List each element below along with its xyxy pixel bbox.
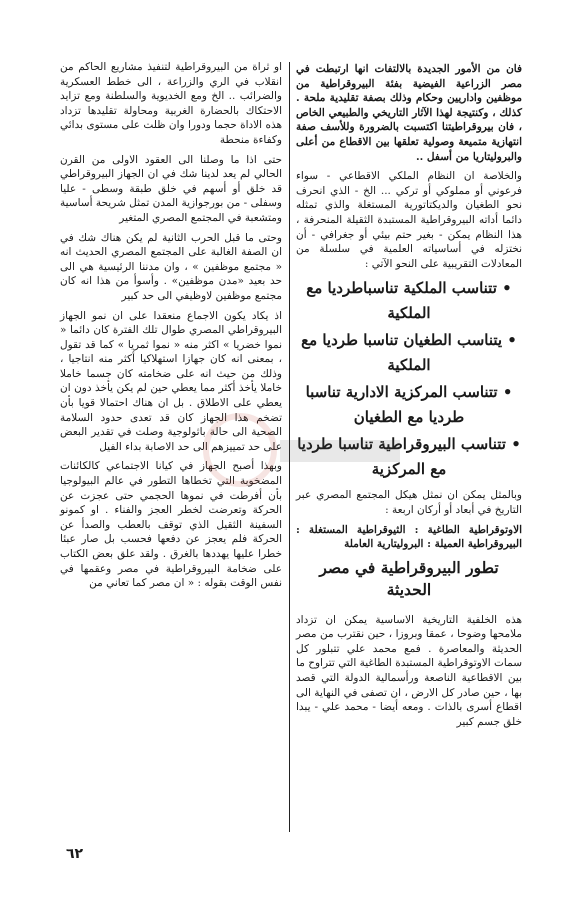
- equation-item: • تتناسب البيروقراطية تناسبا طرديا مع المركزية: [296, 432, 522, 482]
- left-column: [60, 60, 282, 596]
- paragraph: والخلاصة ان النظام الملكي الاقطاعي - سواء فرعوني أو مملوكي أو تركي ... الخ - الذي انحرف نحو الطغيان والديكتاتورية المستغلة والذي تمثله دائما أداته البيروقراطية المستبدة الثقيلة المنحرفة ، هذا النظام يمكن - بغير حتم بيئي أو جغرافي - أن نختزله في أساسياته العلمية في سلسلة من المعادلات التقريبية على النحو الآتي :: [296, 170, 522, 270]
- equation-item: • تتناسب الملكية تناسباطرديا مع الملكية: [296, 276, 522, 326]
- page-number: ٦٢: [66, 846, 84, 862]
- paragraph: وحتى ما قبل الحرب الثانية لم يكن هناك شك في ان الصفة الغالبة على المجتمع المصري الحديث انه « مجتمع موظفين » ، وان مدننا الرئيسية هي الى حد بعيد «مدن موظفين» . وأسوأ من هذا انه كان مجتمع موظفين لاوظيفي الى حد كبير: [60, 231, 282, 302]
- paragraph: هذه الخلفية التاريخية الاساسية يمكن ان تزداد ملامحها وضوحا ، عمقا وبروزا ، حين نقترب من مصر الحديثة والمعاصرة . فمع محمد علي تتبلور كل سمات الاوتوقراطية المستبدة الطاغية التي تتراوح ما بين الاقطاعية الناصعة ورأسمالية الدولة التي قصد بها ، حين صادر كل الارض ، ان تصفى في النهاية الى اقطاع أسرى بالذات . ومعه أيضا - محمد علي - يبدا خلق جسم كبير: [296, 613, 522, 728]
- paragraph: فان من الأمور الجديدة بالالتفات انها ارتبطت في مصر الزراعية الفيضية بفئة البيروقراطية من موظفين واداريين وحكام وذلك بصفة تقليدية ملحة . كذلك ، وكنتيجة لهذا الآثار التاريخي والطبيعي الخاص ، فان بيروقراطيتنا اكتسبت بالضرورة وللأسف صفة انتهازية متميعة وصولية تعلقها بين الاقطاع من أعلى والبروليتاريا من أسفل ..: [296, 63, 522, 163]
- column-divider: [289, 62, 290, 832]
- paragraph: وبالمثل يمكن ان نمثل هيكل المجتمع المصري عبر التاريخ في أبعاد أو أركان اربعة :: [296, 489, 522, 516]
- equation-item: • يتناسب الطغيان تناسبا طرديا مع الملكية: [296, 328, 522, 378]
- paragraph: او ثراة من البيروقراطية لتنفيذ مشاريع الحاكم من انقلاب في الري والزراعة ، الى خطط العسكرية والضرائب .. الخ ومع الخديوية والسلطنة ومع تزايد الاحتكاك بالحضارة الغربية ومحاولة تقليدها تزداد هذه الاداة حجما ودورا وان ظلت على مستوى بدائي وكفاءة منحطة: [60, 61, 282, 146]
- paragraph: اذ يكاد يكون الاجماع منعقدا على ان نمو الجهاز البيروقراطي المصري طوال تلك الفترة كان دائما « نموا خضريا » اكثر منه « نموا ثمريا » كما قد تقول ، بمعنى انه كان جهازا استهلاكيا أكثر منه انتاجيا ، وذلك من حيث انه على ضخامته كان جسما خاملا خاملا يأخذ أكثر مما يعطي حين لم يكن يأخذ دون ان يعطي على الاطلاق . بل ان هناك احتمالا قويا بأن تضخم هذا الجهاز كان قد تعدى حدود السلامة الصحية الى حالة باثولوجية وصلت في تقدير البعض على حد تمييزهم الى حد الاصابة بداء الفيل: [60, 309, 282, 453]
- paragraph: حتى اذا ما وصلنا الى العقود الاولى من القرن الحالي لم يعد لدينا شك في ان الجهاز البيروقراطي قد خلق أو أسهم في خلق طبقة وسطى - عليا وسفلى - من بورجوازية المدن تمثل شريحة أساسية ومتشعبة في المجتمع المصري المتغير: [60, 153, 282, 224]
- equation-item: • تتناسب المركزية الادارية تناسبا طرديا مع الطغيان: [296, 380, 522, 430]
- section-heading: تطور البيروقراطية في مصر الحديثة: [319, 557, 499, 599]
- society-pillars: الاوتوقراطية الطاغية : الثيوقراطية المستغلة : البيروقراطية العميلة : البروليتارية العاملة: [296, 523, 522, 551]
- paragraph: وبهذا أصبح الجهاز في كيانا الاجتماعي كالكائنات المضخوبة التي تخطاها التطور في عالم البيولوجيا بأن أفرطت في نموها الحجمي حتى عجزت عن الحركة وتعرضت لخطر العجز والفناء . او كمونو السفينة الثقيل الذي توقف بالعطب والصدأ عن الحركة فلم يعجز عن دفعها فحسب بل صار عبئا خطرا عليها يهددها بالغرق . ولقد علق بعض الكتاب على ضخامة البيروقراطية في مصر وعقمها في نفس الوقت بقوله : « ان مصر كما تعاني من: [60, 460, 282, 590]
- right-column: [296, 62, 522, 734]
- equations-list: [296, 276, 522, 482]
